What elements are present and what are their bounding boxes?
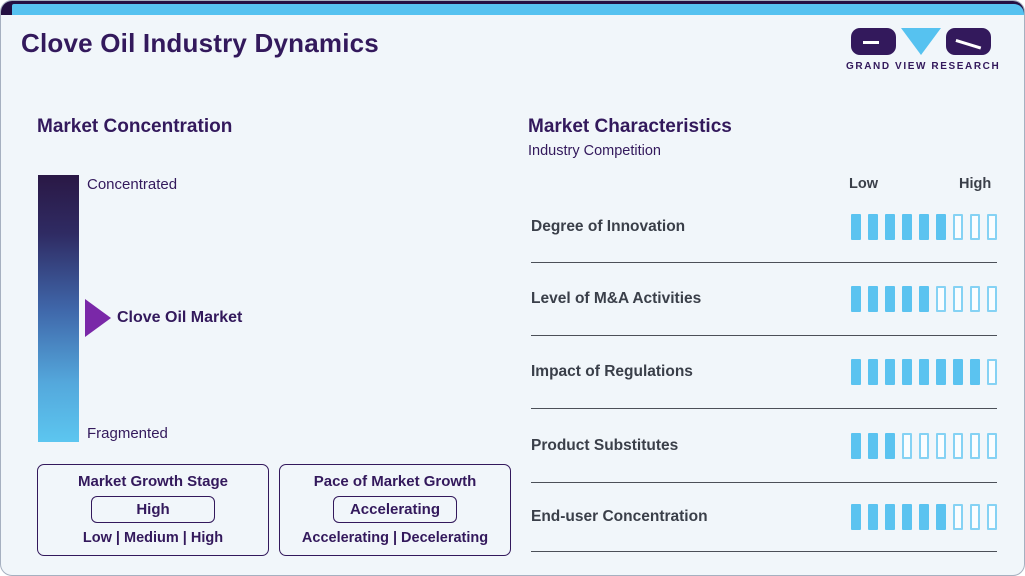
rating-bar-segment: [885, 214, 895, 240]
characteristic-label: Degree of Innovation: [531, 217, 686, 235]
rating-bars: [851, 504, 997, 530]
market-characteristics-heading: Market Characteristics: [528, 116, 732, 137]
rating-bar-segment: [970, 504, 980, 530]
scale-low-label: Low: [849, 176, 878, 192]
rating-bar-segment: [851, 504, 861, 530]
rating-bar-segment: [953, 214, 963, 240]
rating-bars: [851, 286, 997, 312]
rating-bar-segment: [902, 504, 912, 530]
fragmented-label: Fragmented: [87, 425, 168, 442]
rating-bar-segment: [919, 504, 929, 530]
logo-wordmark: GRAND VIEW RESEARCH: [846, 61, 1001, 72]
rating-bars: [851, 433, 997, 459]
rating-bar-segment: [902, 433, 912, 459]
rating-bar-segment: [987, 286, 997, 312]
characteristic-label: Product Substitutes: [531, 436, 679, 454]
rating-bar-segment: [885, 286, 895, 312]
logo-r-icon: [946, 28, 991, 55]
logo-marks: [846, 28, 996, 55]
rating-bar-segment: [987, 504, 997, 530]
rating-bar-segment: [851, 359, 861, 385]
rating-bar-segment: [953, 433, 963, 459]
rating-bar-segment: [919, 214, 929, 240]
pace-options: Accelerating | Decelerating: [301, 530, 489, 546]
rating-bars: [851, 359, 997, 385]
concentration-gradient-bar: [38, 175, 79, 442]
characteristic-row-ma-activities: [531, 263, 997, 336]
rating-bar-segment: [970, 433, 980, 459]
rating-bar-segment: [851, 286, 861, 312]
rating-bar-segment: [885, 504, 895, 530]
rating-bar-segment: [936, 433, 946, 459]
characteristic-label: Impact of Regulations: [531, 363, 693, 380]
pace-value-badge: Accelerating: [333, 496, 457, 523]
rating-bar-segment: [970, 359, 980, 385]
rating-bars: [851, 214, 997, 240]
characteristic-row-impact-of-regulations: [531, 336, 997, 409]
market-growth-stage-box: [37, 464, 269, 556]
rating-bar-segment: [936, 214, 946, 240]
rating-bar-segment: [953, 359, 963, 385]
rating-bar-segment: [970, 214, 980, 240]
concentrated-label: Concentrated: [87, 176, 178, 193]
logo-v-triangle-icon: [901, 28, 941, 55]
rating-bar-segment: [885, 433, 895, 459]
rating-bar-segment: [953, 286, 963, 312]
rating-bar-segment: [919, 359, 929, 385]
rating-bar-segment: [868, 286, 878, 312]
rating-bar-segment: [868, 359, 878, 385]
rating-bar-segment: [868, 214, 878, 240]
rating-bar-segment: [868, 433, 878, 459]
top-accent-bar: [1, 1, 1024, 15]
rating-bar-segment: [987, 359, 997, 385]
rating-bar-segment: [987, 214, 997, 240]
growth-stage-value-badge: High: [91, 496, 215, 523]
scale-high-label: High: [959, 176, 992, 192]
rating-bar-segment: [851, 433, 861, 459]
rating-bar-segment: [919, 286, 929, 312]
grand-view-research-logo: [846, 28, 1001, 72]
top-accent-blue-strip: [12, 4, 1024, 15]
rating-bar-segment: [919, 433, 929, 459]
page-title: Clove Oil Industry Dynamics: [21, 28, 379, 58]
logo-g-icon: [851, 28, 896, 55]
industry-competition-subheading: Industry Competition: [528, 143, 661, 159]
characteristic-row-end-user-concentration: [531, 483, 997, 552]
rating-bar-segment: [885, 359, 895, 385]
rating-bar-segment: [902, 214, 912, 240]
pace-of-market-growth-box: [279, 464, 511, 556]
characteristic-label: Level of M&A Activities: [531, 290, 702, 307]
market-position-label: Clove Oil Market: [117, 309, 243, 326]
market-concentration-heading: Market Concentration: [37, 116, 233, 137]
rating-bar-segment: [902, 286, 912, 312]
rating-bar-segment: [902, 359, 912, 385]
characteristic-row-degree-of-innovation: [531, 191, 997, 263]
rating-bar-segment: [868, 504, 878, 530]
market-position-arrow-icon: [85, 299, 111, 337]
characteristic-label: End-user Concentration: [531, 508, 708, 525]
rating-bar-segment: [936, 504, 946, 530]
rating-bar-segment: [936, 286, 946, 312]
characteristic-row-product-substitutes: [531, 409, 997, 483]
pace-title: Pace of Market Growth: [313, 473, 477, 490]
growth-stage-options: Low | Medium | High: [82, 530, 224, 546]
growth-stage-title: Market Growth Stage: [77, 473, 229, 490]
rating-bar-segment: [953, 504, 963, 530]
rating-bar-segment: [987, 433, 997, 459]
rating-bar-segment: [851, 214, 861, 240]
rating-bar-segment: [970, 286, 980, 312]
rating-bar-segment: [936, 359, 946, 385]
